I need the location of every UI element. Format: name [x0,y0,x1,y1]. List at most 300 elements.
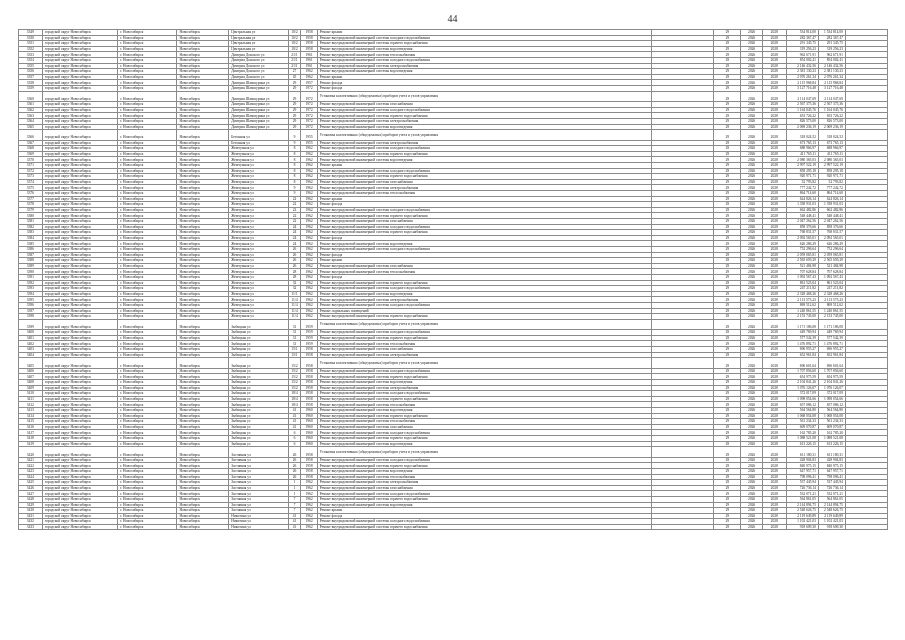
house-cell: 27 [288,69,301,75]
work-type-cell: Ремонт фасада [317,252,651,258]
house-cell: 26 [288,474,301,480]
house-cell: 10/2 [288,30,301,36]
build-year-cell: 1958 [301,374,317,380]
residents-cell: 29 [714,174,741,180]
region-cell: городской округ Новосибирск [42,297,117,303]
cost-cell: 1 076 126,07 [786,385,818,391]
city-cell: г. Новосибирск [118,286,177,292]
cost-cell: 372 017,09 [786,391,818,397]
end-year-cell: 2028 [762,396,786,402]
cost-cell: 861 523,04 [786,280,818,286]
locality-cell: Новосибирск [177,224,229,230]
locality-cell: Новосибирск [177,480,229,486]
work-type-cell: Ремонт внутридомовой инженерной системы горячего водоснабжения [317,113,651,119]
build-year-cell: 1962 [301,174,317,180]
total-cell: 1 171 186,08 [818,319,845,330]
row-number-cell: 3368 [19,146,43,152]
cost-cell: 1 476 892,71 [786,341,818,347]
region-cell: городской округ Новосибирск [42,468,117,474]
build-year-cell: 1958 [301,402,317,408]
row-number-cell: 3351 [19,41,43,47]
street-cell: Зыбицкая ул [229,358,288,369]
locality-cell: Новосибирск [177,102,229,108]
cost-cell: 2 059 065,81 [786,252,818,258]
house-cell: 15/2 [288,385,301,391]
end-year-cell: 2028 [762,163,786,169]
cost-cell: 2 153 745,00 [786,314,818,320]
city-cell: г. Новосибирск [118,419,177,425]
region-cell: городской округ Новосибирск [42,207,117,213]
region-cell: городской округ Новосибирск [42,168,117,174]
note-cell [651,319,714,330]
table-row [19,130,888,141]
start-year-cell: 2026 [741,391,763,397]
house-cell: 8 [288,163,301,169]
city-cell: г. Новосибирск [118,202,177,208]
locality-cell: Новосибирск [177,447,229,458]
locality-cell: Новосибирск [177,118,229,124]
house-cell: 10/2 [288,41,301,47]
total-cell: 428 904,83 [818,457,845,463]
total-cell: 2 565 659,29 [818,258,845,264]
city-cell: г. Новосибирск [118,230,177,236]
residents-cell: 29 [714,335,741,341]
street-cell: Зыбицкая ул [229,402,288,408]
cost-cell: 561 234,33 [786,419,818,425]
build-year-cell: 1959 [301,330,317,336]
region-cell: городской округ Новосибирск [42,335,117,341]
work-type-cell: Ремонт внутридомовой инженерной системы холодного водоснабжения [317,391,651,397]
table-row [19,358,888,369]
city-cell: г. Новосибирск [118,224,177,230]
work-type-cell: Ремонт внутридомовой инженерной системы холодного водоснабжения [317,224,651,230]
start-year-cell: 2026 [741,91,763,102]
build-year-cell: 1972 [301,124,317,130]
locality-cell: Новосибирск [177,179,229,185]
locality-cell: Новосибирск [177,30,229,36]
house-cell: 41 [288,424,301,430]
build-year-cell: 1962 [301,286,317,292]
locality-cell: Новосибирск [177,163,229,169]
build-year-cell: 1958 [301,41,317,47]
start-year-cell: 2026 [741,380,763,386]
build-year-cell: 1960 [301,413,317,419]
city-cell: г. Новосибирск [118,385,177,391]
cost-cell: 1 707 856,60 [786,368,818,374]
row-number-cell: 3377 [19,196,43,202]
build-year-cell: 1962 [301,241,317,247]
region-cell: городской округ Новосибирск [42,435,117,441]
row-number-cell: 3410 [19,391,43,397]
region-cell: городской округ Новосибирск [42,447,117,458]
city-cell: г. Новосибирск [118,291,177,297]
work-type-cell: Ремонт внутридомовой инженерной системы электроснабжения [317,118,651,124]
start-year-cell: 2026 [741,468,763,474]
end-year-cell: 2028 [762,352,786,358]
build-year-cell: 1962 [301,196,317,202]
locality-cell: Новосибирск [177,230,229,236]
row-number-cell: 3412 [19,402,43,408]
house-cell: 7 [288,508,301,514]
end-year-cell: 2028 [762,291,786,297]
row-number-cell: 3398 [19,314,43,320]
work-type-cell: Ремонт внутридомовой инженерной системы газоснабжения [317,424,651,430]
street-cell: Заставная ул [229,485,288,491]
cost-cell: 1 102 421,03 [786,519,818,525]
build-year-cell: 1960 [301,430,317,436]
cost-cell: 564 861,05 [786,496,818,502]
locality-cell: Новосибирск [177,314,229,320]
total-cell: 2 047 262,56 [818,219,845,225]
end-year-cell: 2028 [762,63,786,69]
residents-cell: 29 [714,435,741,441]
end-year-cell: 2028 [762,252,786,258]
build-year-cell: 1962 [301,280,317,286]
house-cell: 9 [288,191,301,197]
street-cell: Заставная ул [229,508,288,514]
region-cell: городской округ Новосибирск [42,179,117,185]
work-type-cell: Ремонт внутридомовой инженерной системы горячего водоснабжения [317,280,651,286]
end-year-cell: 2028 [762,269,786,275]
work-type-cell: Ремонт внутридомовой инженерной системы теплоснабжения [317,52,651,58]
build-year-cell: 1962 [301,269,317,275]
total-cell: 858 376,66 [818,224,845,230]
house-cell: 9 [288,140,301,146]
total-cell: 2 567 375,36 [818,102,845,108]
region-cell: городской округ Новосибирск [42,419,117,425]
work-type-cell: Ремонт внутридомовой инженерной системы водоотведения [317,291,651,297]
region-cell: городской округ Новосибирск [42,118,117,124]
street-cell: Жемчужная ул [229,241,288,247]
street-cell: Никитина ул [229,524,288,530]
row-number-cell: 3359 [19,85,43,91]
end-year-cell: 2028 [762,80,786,86]
build-year-cell: 1962 [301,235,317,241]
region-cell: городской округ Новосибирск [42,102,117,108]
total-cell: 768 831,57 [818,230,845,236]
start-year-cell: 2026 [741,69,763,75]
region-cell: городской округ Новосибирск [42,308,117,314]
city-cell: г. Новосибирск [118,368,177,374]
region-cell: городской округ Новосибирск [42,280,117,286]
cost-cell: 2 146 432,56 [786,63,818,69]
start-year-cell: 2026 [741,30,763,36]
cost-cell: 854 002,41 [786,57,818,63]
city-cell: г. Новосибирск [118,174,177,180]
start-year-cell: 2026 [741,151,763,157]
street-cell: Дмитрия Шамшурина ул [229,85,288,91]
residents-cell: 29 [714,286,741,292]
residents-cell: 29 [714,485,741,491]
locality-cell: Новосибирск [177,252,229,258]
house-cell: 26 [288,447,301,458]
row-number-cell: 3396 [19,302,43,308]
work-type-cell: Ремонт внутридомовой инженерной системы газоснабжения [317,219,651,225]
total-cell: 411 765,11 [818,151,845,157]
locality-cell: Новосибирск [177,419,229,425]
build-year-cell: 1958 [301,347,317,353]
work-type-cell: Ремонт внутридомовой инженерной системы холодного водоснабжения [317,491,651,497]
locality-cell: Новосибирск [177,335,229,341]
house-cell: 1 [288,480,301,486]
city-cell: г. Новосибирск [118,57,177,63]
total-cell: 1 358 931,03 [818,202,845,208]
residents-cell: 29 [714,502,741,508]
street-cell: Дмитрия Шамшурина ул [229,113,288,119]
total-cell: 798 096,41 [818,474,845,480]
total-cell: 869 512,62 [818,302,845,308]
note-cell [651,91,714,102]
build-year-cell: 1972 [301,113,317,119]
house-cell: 21/1 [288,57,301,63]
row-number-cell: 3352 [19,46,43,52]
end-year-cell: 2028 [762,402,786,408]
total-cell: 1 476 892,71 [818,341,845,347]
street-cell: Бетонная ул [229,130,288,141]
locality-cell: Новосибирск [177,341,229,347]
work-type-cell: Ремонт внутридомовой инженерной системы водоотведения [317,502,651,508]
house-cell: 24 [288,235,301,241]
cost-cell: 548 448,41 [786,213,818,219]
house-cell: 22 [288,219,301,225]
cost-cell: 726 736,14 [786,485,818,491]
city-cell: г. Новосибирск [118,157,177,163]
city-cell: г. Новосибирск [118,235,177,241]
residents-cell: 29 [714,457,741,463]
row-number-cell: 3430 [19,508,43,514]
total-cell: 861 523,04 [818,280,845,286]
house-cell: 29 [288,107,301,113]
locality-cell: Новосибирск [177,468,229,474]
row-number-cell: 3355 [19,63,43,69]
city-cell: г. Новосибирск [118,219,177,225]
work-type-cell: Ремонт внутридомовой инженерной системы горячего водоснабжения [317,396,651,402]
region-cell: городской округ Новосибирск [42,502,117,508]
work-type-cell: Ремонт фасада [317,202,651,208]
start-year-cell: 2026 [741,502,763,508]
cost-cell: 2 381 130,23 [786,69,818,75]
cost-cell: 162 785,20 [786,430,818,436]
note-cell [651,358,714,369]
end-year-cell: 2028 [762,319,786,330]
table-row [19,524,888,530]
end-year-cell: 2028 [762,474,786,480]
street-cell: Зыбицкая ул [229,380,288,386]
end-year-cell: 2028 [762,151,786,157]
work-type-cell: Ремонт внутридомовой инженерной системы холодного водоснабжения [317,246,651,252]
cost-cell: 657 086,12 [786,402,818,408]
region-cell: городской округ Новосибирск [42,519,117,525]
row-number-cell: 3432 [19,519,43,525]
cost-cell: 247 211,82 [786,286,818,292]
total-cell: 3 127 716,48 [818,85,845,91]
row-number-cell: 3418 [19,435,43,441]
end-year-cell: 2028 [762,202,786,208]
row-number-cell: 3367 [19,140,43,146]
street-cell: Жемчужная ул [229,252,288,258]
table-row [19,319,888,330]
build-year-cell: 1962 [301,179,317,185]
region-cell: городской округ Новосибирск [42,496,117,502]
cost-cell: 2 144 894,75 [786,502,818,508]
house-cell: 41 [288,524,301,530]
total-cell: 2 076 261,34 [818,74,845,80]
work-type-cell: Ремонт внутридомовой инженерной системы водоотведения [317,46,651,52]
locality-cell: Новосибирск [177,35,229,41]
end-year-cell: 2028 [762,140,786,146]
work-type-cell: Ремонт внутридомовой инженерной системы горячего водоснабжения [317,41,651,47]
street-cell: Дмитрия Шамшурина ул [229,118,288,124]
street-cell: Бетонная ул [229,140,288,146]
residents-cell: 29 [714,330,741,336]
region-cell: городской округ Новосибирск [42,258,117,264]
street-cell: Зыбицкая ул [229,424,288,430]
total-cell: 777 242,72 [818,185,845,191]
row-number-cell: 3415 [19,419,43,425]
street-cell: Жемчужная ул [229,196,288,202]
build-year-cell: 1962 [301,314,317,320]
locality-cell: Новосибирск [177,430,229,436]
residents-cell: 29 [714,447,741,458]
end-year-cell: 2028 [762,118,786,124]
city-cell: г. Новосибирск [118,330,177,336]
start-year-cell: 2026 [741,235,763,241]
start-year-cell: 2026 [741,230,763,236]
residents-cell: 29 [714,474,741,480]
row-number-cell: 3419 [19,441,43,447]
cost-cell: 707 628,84 [786,269,818,275]
work-type-cell: Ремонт внутридомовой инженерной системы холодного водоснабжения [317,35,651,41]
cost-cell: 624 826,14 [786,196,818,202]
start-year-cell: 2026 [741,485,763,491]
cost-cell: 777 242,72 [786,185,818,191]
house-cell: 8 [288,179,301,185]
city-cell: г. Новосибирск [118,380,177,386]
region-cell: городской округ Новосибирск [42,347,117,353]
total-cell: 2 115 968,84 [818,80,845,86]
region-cell: городской округ Новосибирск [42,314,117,320]
work-type-cell: Ремонт внутридомовой инженерной системы холодного водоснабжения [317,457,651,463]
build-year-cell: 1955 [301,130,317,141]
work-type-cell: Ремонт внутридомовой инженерной системы водоотведения [317,441,651,447]
row-number-cell: 3417 [19,430,43,436]
work-type-cell: Ремонт крыши [317,196,651,202]
street-cell: Жемчужная ул [229,280,288,286]
city-cell: г. Новосибирск [118,457,177,463]
locality-cell: Новосибирск [177,502,229,508]
total-cell: 282 367,47 [818,35,845,41]
cost-cell: 2 997 522,19 [786,163,818,169]
end-year-cell: 2028 [762,419,786,425]
build-year-cell: 1960 [301,435,317,441]
locality-cell: Новосибирск [177,435,229,441]
street-cell: Жемчужная ул [229,168,288,174]
city-cell: г. Новосибирск [118,430,177,436]
start-year-cell: 2026 [741,297,763,303]
total-cell: 726 736,14 [818,485,845,491]
work-type-cell: Ремонт внутридомовой инженерной системы теплоснабжения [317,191,651,197]
street-cell: Зыбицкая ул [229,385,288,391]
end-year-cell: 2028 [762,30,786,36]
street-cell: Никитина ул [229,513,288,519]
house-cell: 18/4 [288,402,301,408]
total-cell: 854 002,41 [818,57,845,63]
city-cell: г. Новосибирск [118,408,177,414]
end-year-cell: 2028 [762,74,786,80]
house-cell: 22 [288,213,301,219]
locality-cell: Новосибирск [177,457,229,463]
work-type-cell: Ремонт внутридомовой инженерной системы холодного водоснабжения [317,168,651,174]
locality-cell: Новосибирск [177,330,229,336]
build-year-cell: 1962 [301,202,317,208]
work-type-cell: Ремонт внутридомовой инженерной системы холодного водоснабжения [317,286,651,292]
residents-cell: 29 [714,491,741,497]
residents-cell: 29 [714,146,741,152]
total-cell: 2 381 130,23 [818,69,845,75]
house-cell: 15/2 [288,368,301,374]
house-cell: 1 [288,491,301,497]
start-year-cell: 2026 [741,368,763,374]
start-year-cell: 2026 [741,347,763,353]
total-cell: 2 328 468,26 [818,291,845,297]
house-cell: 6 [288,441,301,447]
residents-cell: 29 [714,430,741,436]
cost-cell: 673 765,13 [786,140,818,146]
total-cell: 2 114 047,69 [818,91,845,102]
total-cell: 624 826,14 [818,196,845,202]
work-type-cell: Установка коллективных (общедомовых) приборов учета и узлов управления [317,319,651,330]
start-year-cell: 2026 [741,508,763,514]
end-year-cell: 2028 [762,263,786,269]
end-year-cell: 2028 [762,146,786,152]
start-year-cell: 2026 [741,146,763,152]
row-number-cell: 3385 [19,241,43,247]
street-cell: Зыбицкая ул [229,430,288,436]
end-year-cell: 2028 [762,358,786,369]
total-cell: 532 071,21 [818,491,845,497]
cost-cell: 319 256,23 [786,46,818,52]
residents-cell: 29 [714,380,741,386]
row-number-cell: 3404 [19,352,43,358]
row-number-cell: 3380 [19,213,43,219]
cost-cell: 3 127 716,48 [786,85,818,91]
locality-cell: Новосибирск [177,463,229,469]
row-number-cell: 3374 [19,179,43,185]
street-cell: Дмитрия Шамшурина ул [229,107,288,113]
row-number-cell: 3429 [19,502,43,508]
street-cell: Жемчужная ул [229,207,288,213]
build-year-cell: 1961 [301,57,317,63]
street-cell: Заставная ул [229,463,288,469]
row-number-cell: 3376 [19,191,43,197]
cost-cell: 2 076 261,34 [786,74,818,80]
build-year-cell: 1962 [301,168,317,174]
work-type-cell: Ремонт внутридомовой инженерной системы холодного водоснабжения [317,146,651,152]
residents-cell: 29 [714,130,741,141]
start-year-cell: 2026 [741,319,763,330]
house-cell: 11/4 [288,314,301,320]
region-cell: городской округ Новосибирск [42,191,117,197]
build-year-cell: 1957 [301,80,317,86]
work-type-cell: Ремонт внутридомовой инженерной системы горячего водоснабжения [317,524,651,530]
locality-cell: Новосибирск [177,235,229,241]
row-number-cell: 3416 [19,424,43,430]
total-cell: 2 113 573,23 [818,297,845,303]
row-number-cell: 3386 [19,246,43,252]
total-cell: 2 153 745,00 [818,314,845,320]
build-year-cell: 1960 [301,424,317,430]
locality-cell: Новосибирск [177,319,229,330]
